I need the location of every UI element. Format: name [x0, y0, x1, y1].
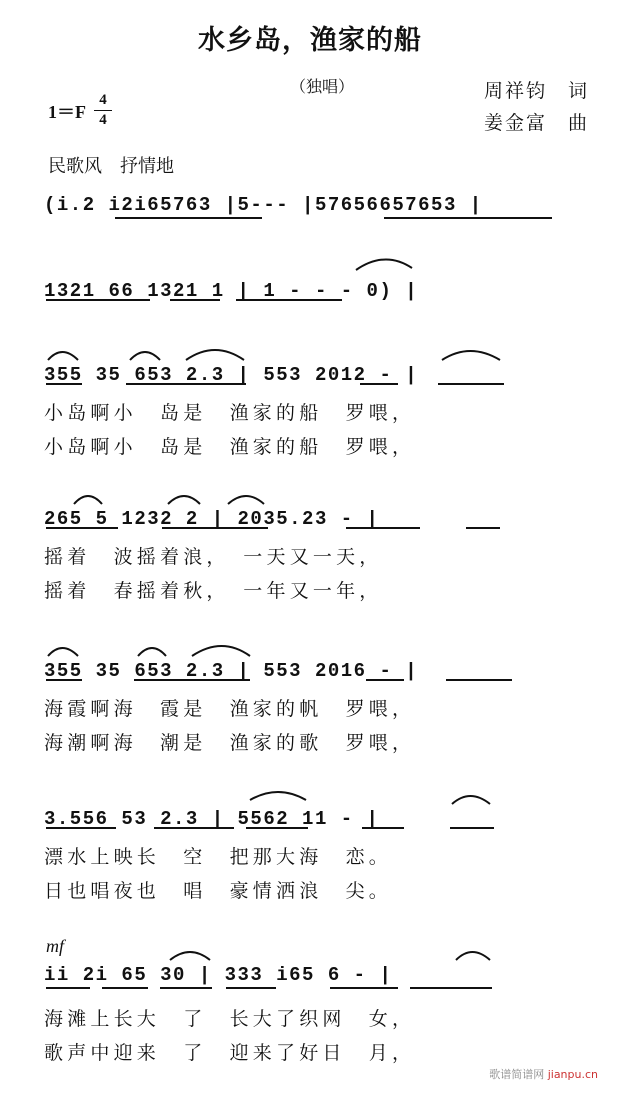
lyric-line-5-verse-2: 海潮啊海 潮是 渔家的歌 罗喂，: [44, 732, 416, 754]
time-signature: [94, 92, 112, 129]
tempo-expression: 民歌风 抒情地: [48, 156, 174, 177]
dynamic-marking: mf: [46, 936, 64, 956]
notation-line-1: (i.2 i2i65763 |5--- |57656657653 |: [44, 194, 483, 216]
notation-line-3: 355 35 653 2.3 | 553 2012 - |: [44, 364, 419, 386]
lyricist-credit: 周祥钧 词: [484, 80, 590, 102]
lyric-line-6-verse-2: 日也唱夜也 唱 豪情洒浪 尖。: [44, 880, 393, 902]
lyric-line-7-verse-1: 海滩上长大 了 长大了织网 女，: [44, 1008, 416, 1030]
lyric-line-4-verse-1: 摇着 波摇着浪， 一天又一天，: [44, 546, 383, 568]
watermark-domain: jianpu.cn: [547, 1068, 598, 1081]
lyric-line-5-verse-1: 海霞啊海 霞是 渔家的帆 罗喂，: [44, 698, 416, 720]
watermark: [489, 1066, 598, 1082]
song-title: 水乡岛，渔家的船: [198, 25, 422, 56]
watermark-site: 歌谱简谱网: [489, 1068, 545, 1081]
notation-line-5: 355 35 653 2.3 | 553 2016 - |: [44, 660, 419, 682]
notation-line-6: 3.556 53 2.3 | 5562 11 - |: [44, 808, 380, 830]
notation-line-2: 1321 66 1321 1 | 1 - - - 0) |: [44, 280, 419, 302]
time-signature-top: 4: [99, 92, 107, 108]
lyric-line-4-verse-2: 摇着 春摇着秋， 一年又一年，: [44, 580, 383, 602]
time-signature-bottom: 4: [99, 112, 107, 128]
notation-line-7: ii 2i 65 30 | 333 i65 6 - |: [44, 964, 393, 986]
performance-form: （独唱）: [290, 77, 355, 96]
notation-line-4: 265 5 1232 2 | 2035.23 - |: [44, 508, 380, 530]
key-signature: 1＝F: [48, 102, 86, 122]
lyric-line-7-verse-2: 歌声中迎来 了 迎来了好日 月，: [44, 1042, 416, 1064]
lyric-line-3-verse-2: 小岛啊小 岛是 渔家的船 罗喂，: [44, 436, 416, 458]
lyric-line-6-verse-1: 漂水上映长 空 把那大海 恋。: [44, 846, 393, 868]
composer-credit: 姜金富 曲: [484, 112, 590, 134]
lyric-line-3-verse-1: 小岛啊小 岛是 渔家的船 罗喂，: [44, 402, 416, 424]
